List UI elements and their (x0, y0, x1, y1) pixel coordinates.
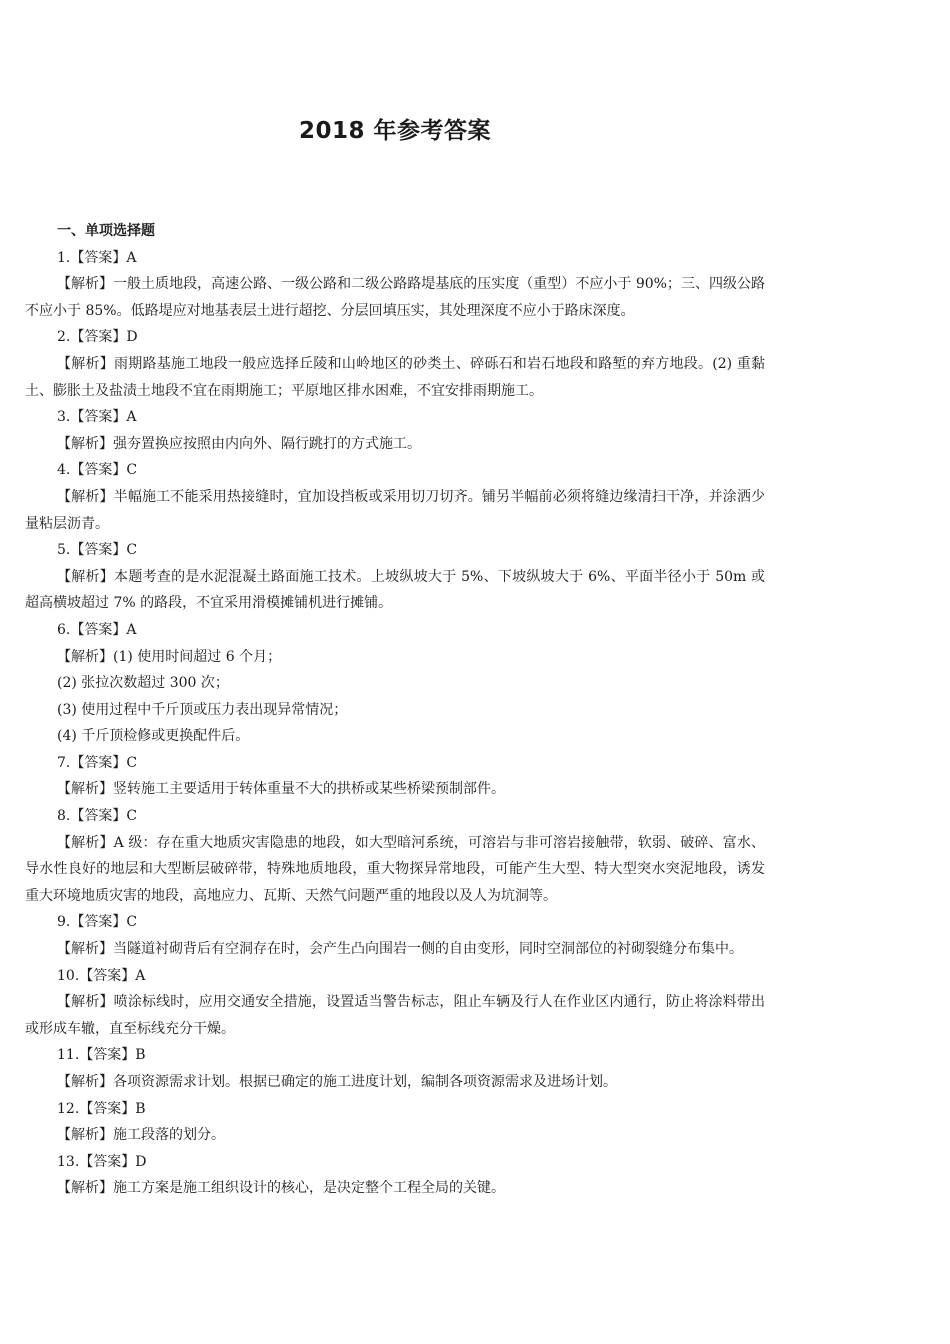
answer-line: 11.【答案】B (57, 1047, 146, 1064)
answer-line: 9.【答案】C (57, 914, 138, 931)
explanation-subline: (4) 千斤顶检修或更换配件后。 (57, 728, 250, 745)
explanation-subline: (2) 张拉次数超过 300 次； (57, 675, 229, 692)
explanation-text: 【解析】雨期路基施工地段一般应选择丘陵和山岭地区的砂类土、碎砾石和岩石地段和路堑的弃方地段。(2) 重黏土、膨胀土及盐渍土地段不宜在雨期施工；平原地区排水困难，不宜安排雨期施工。 (25, 355, 765, 399)
explanation-text: 【解析】(1) 使用时间超过 6 个月； (57, 648, 282, 665)
explanation-text: 【解析】A 级：存在重大地质灾害隐患的地段，如大型暗河系统，可溶岩与非可溶岩接触带，软弱、破碎、富水、导水性良好的地层和大型断层破碎带，特殊地质地段，重大物探异常地段，可能产生大型、特大型突水突泥地段，诱发重大环境地质灾害的地段，高地应力、瓦斯、天然气问题严重的地段以及人为坑洞等。 (25, 834, 765, 904)
answer-line: 7.【答案】C (57, 754, 138, 771)
answer-item-10 (25, 963, 765, 1043)
answer-item-8 (25, 803, 765, 909)
answer-line: 4.【答案】C (57, 462, 138, 479)
explanation-text: 【解析】喷涂标线时，应用交通安全措施，设置适当警告标志，阻止车辆及行人在作业区内通行，防止将涂料带出或形成车辙，直至标线充分干燥。 (25, 994, 765, 1037)
answer-item-9 (25, 909, 765, 962)
answer-item-6 (25, 617, 765, 750)
answer-item-2 (25, 324, 765, 404)
answer-item-4 (25, 457, 765, 537)
answer-item-1 (25, 245, 765, 325)
explanation-text: 【解析】施工段落的划分。 (57, 1127, 225, 1144)
answer-line: 6.【答案】A (57, 621, 137, 638)
explanation-text: 【解析】强夯置换应按照由内向外、隔行跳打的方式施工。 (57, 435, 421, 452)
answer-line: 13.【答案】D (57, 1153, 147, 1170)
answer-item-7 (25, 750, 765, 803)
answer-line: 1.【答案】A (57, 249, 137, 266)
explanation-text: 【解析】当隧道衬砌背后有空洞存在时，会产生凸向围岩一侧的自由变形，同时空洞部位的衬砌裂缝分布集中。 (57, 941, 743, 958)
section-heading: 一、单项选择题 (57, 223, 155, 239)
explanation-text: 【解析】各项资源需求计划。根据已确定的施工进度计划，编制各项资源需求及进场计划。 (57, 1074, 617, 1090)
explanation-subline: (3) 使用过程中千斤顶或压力表出现异常情况； (57, 701, 348, 718)
answer-line: 12.【答案】B (57, 1100, 146, 1117)
answer-item-11 (25, 1042, 765, 1095)
answer-item-12 (25, 1096, 765, 1149)
answer-content (25, 218, 765, 1202)
answer-line: 3.【答案】A (57, 409, 137, 426)
answer-line: 10.【答案】A (57, 967, 146, 984)
explanation-text: 【解析】一般土质地段，高速公路、一级公路和二级公路路堤基底的压实度（重型）不应小于 90%；三、四级公路不应小于 85%。低路堤应对地基表层土进行超挖、分层回填压实，其处理深度不应小于路床深度。 (25, 276, 765, 319)
answer-item-5 (25, 537, 765, 617)
explanation-text: 【解析】施工方案是施工组织设计的核心，是决定整个工程全局的关键。 (57, 1180, 505, 1197)
answer-line: 2.【答案】D (57, 329, 138, 346)
answer-item-3 (25, 404, 765, 457)
answer-line: 8.【答案】C (57, 808, 138, 825)
page-title: 2018 年参考答案 (298, 118, 492, 144)
answer-line: 5.【答案】C (57, 542, 138, 559)
explanation-text: 【解析】本题考查的是水泥混凝土路面施工技术。上坡纵坡大于 5%、下坡纵坡大于 6%、平面半径小于 50m 或超高横坡超过 7% 的路段，不宜采用滑模摊铺机进行摊铺。 (25, 568, 765, 612)
explanation-text: 【解析】半幅施工不能采用热接缝时，宜加设挡板或采用切刀切齐。铺另半幅前必须将缝边缘清扫干净，并涂洒少量粘层沥青。 (25, 488, 765, 532)
explanation-text: 【解析】竖转施工主要适用于转体重量不大的拱桥或某些桥梁预制部件。 (57, 781, 505, 798)
answer-item-13 (25, 1149, 765, 1202)
